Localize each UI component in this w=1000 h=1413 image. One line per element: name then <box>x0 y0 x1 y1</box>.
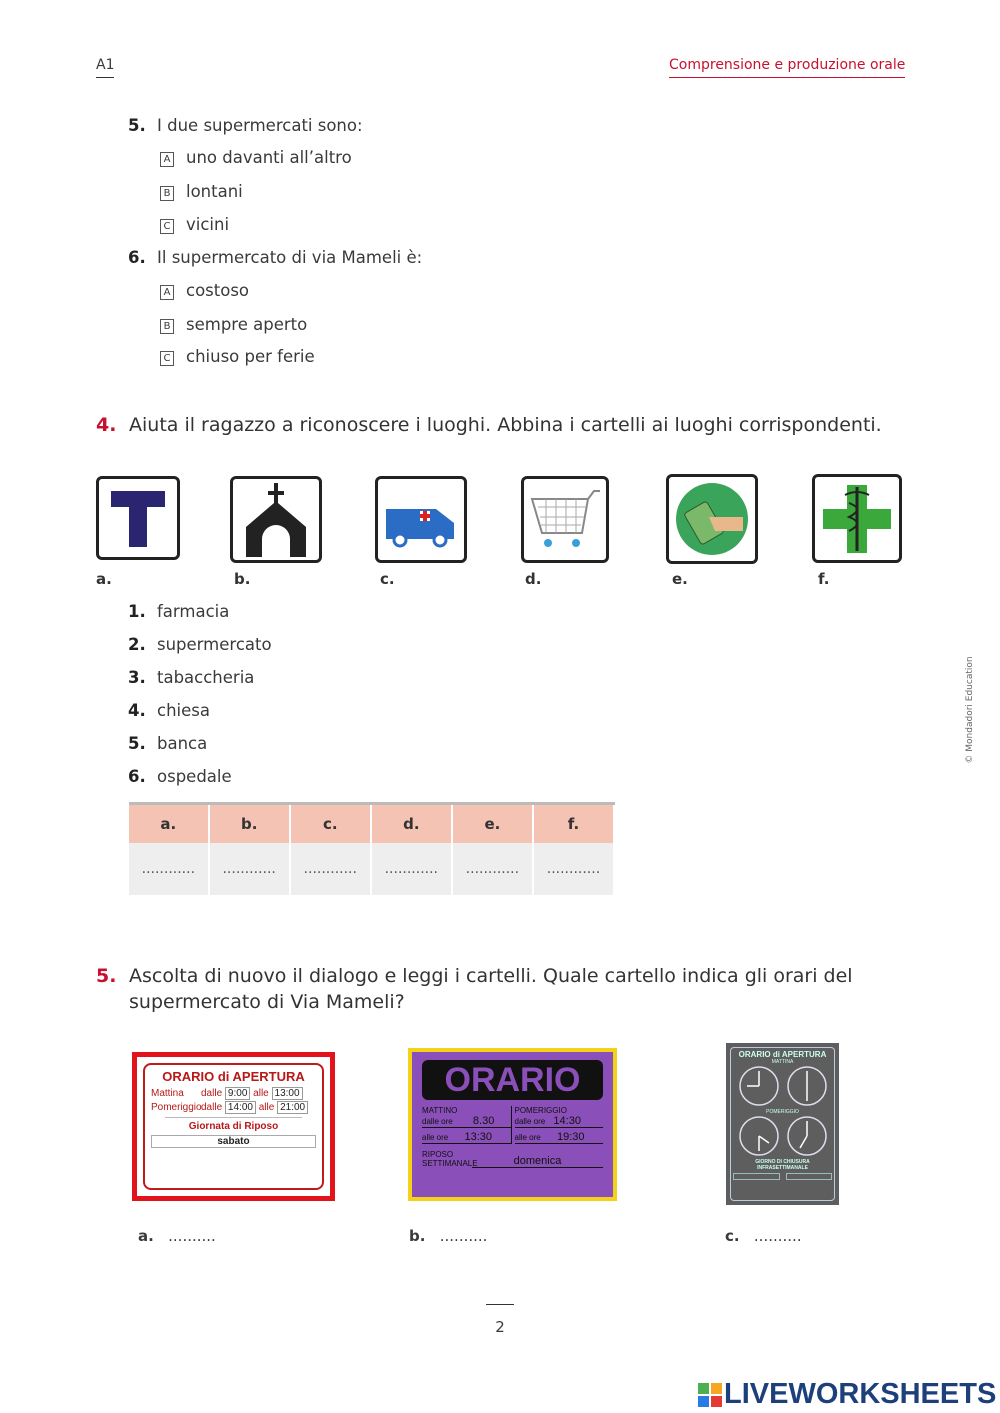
shopping-cart-icon <box>521 476 609 563</box>
sign-b-image: ORARIO MATTINO dalle ore 8.30 alle ore 13:30 POMERIGGIO dalle ore 14:30 alle ore 19:30 RIPOSO SETTIMANALE domenica <box>408 1048 617 1201</box>
option-c[interactable]: C vicini <box>160 215 229 234</box>
place-item: 1. farmacia <box>128 602 230 621</box>
clock-icon <box>733 1065 833 1107</box>
question-6: 6. Il supermercato di via Mameli è: <box>128 248 423 267</box>
table-header: a. <box>129 804 209 844</box>
place-item: 5. banca <box>128 734 208 753</box>
option-c[interactable]: C chiuso per ferie <box>160 347 315 366</box>
icon-label: f. <box>818 570 830 588</box>
table-header: d. <box>371 804 452 844</box>
answer-input-f[interactable]: ............ <box>533 843 614 895</box>
page-divider <box>486 1304 514 1305</box>
level-label: A1 <box>96 57 114 78</box>
liveworksheets-logo: LIVEWORKSHEETS <box>698 1378 996 1411</box>
exercise-4-instruction: 4. Aiuta il ragazzo a riconoscere i luoghi. Abbina i cartelli ai luoghi corrispondenti. <box>96 414 882 436</box>
icon-label: c. <box>380 570 395 588</box>
table-header: c. <box>290 804 371 844</box>
place-item: 2. supermercato <box>128 635 272 654</box>
place-item: 6. ospedale <box>128 767 232 786</box>
sign-a-image: ORARIO di APERTURA Mattina dalle 9:00 alle 13:00 Pomeriggiodalle 14:00 alle 21:00 Giornata di Riposo sabato <box>132 1052 335 1201</box>
answer-input-a[interactable]: ............ <box>129 843 209 895</box>
icon-label: e. <box>672 570 688 588</box>
tabacchi-t-icon <box>96 476 180 560</box>
sign-c-image: ORARIO di APERTURA MATTINA POMERIGGIO GIORNO DI CHIUSURA INFRASETTIMANALE <box>726 1043 839 1205</box>
question-5: 5. I due supermercati sono: <box>128 116 363 135</box>
answer-a[interactable]: a. .......... <box>138 1227 216 1245</box>
option-a[interactable]: A costoso <box>160 281 249 300</box>
icon-label: a. <box>96 570 112 588</box>
answer-input-e[interactable]: ............ <box>452 843 533 895</box>
place-item: 3. tabaccheria <box>128 668 255 687</box>
page-number: 2 <box>495 1318 505 1336</box>
table-header: b. <box>209 804 290 844</box>
copyright: © Mondadori Education <box>965 656 975 764</box>
answer-input-c[interactable]: ............ <box>290 843 371 895</box>
section-title: Comprensione e produzione orale <box>669 57 905 78</box>
answer-table <box>129 802 615 895</box>
answer-input-b[interactable]: ............ <box>209 843 290 895</box>
option-a[interactable]: A uno davanti all’altro <box>160 148 352 167</box>
icon-label: d. <box>525 570 542 588</box>
answer-b[interactable]: b. .......... <box>409 1227 488 1245</box>
table-header: f. <box>533 804 614 844</box>
exercise-5-instruction: 5. Ascolta di nuovo il dialogo e leggi i cartelli. Quale cartello indica gli orari del supermercato di Via Mameli? <box>96 965 853 1013</box>
pharmacy-cross-icon <box>812 474 902 563</box>
ambulance-icon <box>375 476 467 563</box>
answer-c[interactable]: c. .......... <box>725 1227 802 1245</box>
logo-icon <box>698 1383 722 1407</box>
icon-label: b. <box>234 570 251 588</box>
money-hand-icon <box>666 474 758 564</box>
option-b[interactable]: B lontani <box>160 182 243 201</box>
church-icon <box>230 476 322 563</box>
table-header: e. <box>452 804 533 844</box>
option-b[interactable]: B sempre aperto <box>160 315 307 334</box>
answer-input-d[interactable]: ............ <box>371 843 452 895</box>
place-item: 4. chiesa <box>128 701 210 720</box>
clock-icon <box>733 1115 833 1157</box>
